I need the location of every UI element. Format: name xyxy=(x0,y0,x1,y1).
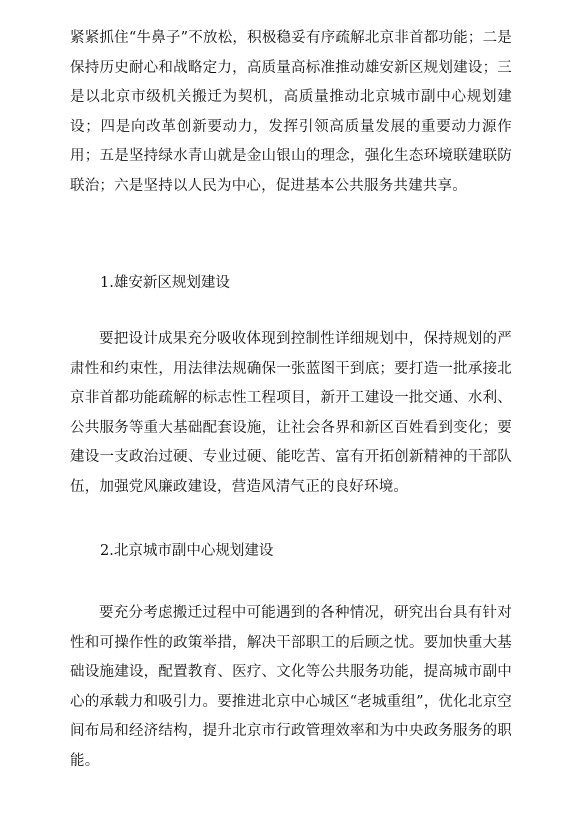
section-heading-xiongan: 1.雄安新区规划建设 xyxy=(100,275,230,291)
xiongan-paragraph: 要把设计成果充分吸收体现到控制性详细规划中，保持规划的严肃性和约束性，用法律法规确保一张蓝图干到底；要打造一批承接北京非首都功能疏解的标志性工程项目，新开工建设一批交通、水利、公共服务等重大基础配套设施，让社会各界和新区百姓看到变化；要建设一支政治过硬、专业过硬、能吃苦、富有开拓创新精神的干部队伍，加强党风廉政建设，营造风清气正的良好环境。 xyxy=(70,331,512,495)
intro-paragraph: 紧紧抓住“牛鼻子”不放松，积极稳妥有序疏解北京非首都功能；二是保持历史耐心和战略定力，高质量高标准推动雄安新区规划建设；三是以北京市级机关搬迁为契机，高质量推动北京城市副中心规划建设；四是向改革创新要动力，发挥引领高质量发展的重要动力源作用；五是坚持绿水青山就是金山银山的理念，强化生态环境联建联防联治；六是坚持以人民为中心，促进基本公共服务共建共享。 xyxy=(70,30,512,194)
subcenter-paragraph: 要充分考虑搬迁过程中可能遇到的各种情况，研究出台具有针对性和可操作性的政策举措，解决干部职工的后顾之忧。要加快重大基础设施建设，配置教育、医疗、文化等公共服务功能，提高城市副中心的承载力和吸引力。要推进北京中心城区“老城重组”，优化北京空间布局和经济结构，提升北京市行政管理效率和为中央政务服务的职能。 xyxy=(70,605,512,769)
section-heading-subcenter: 2.北京城市副中心规划建设 xyxy=(100,543,274,559)
